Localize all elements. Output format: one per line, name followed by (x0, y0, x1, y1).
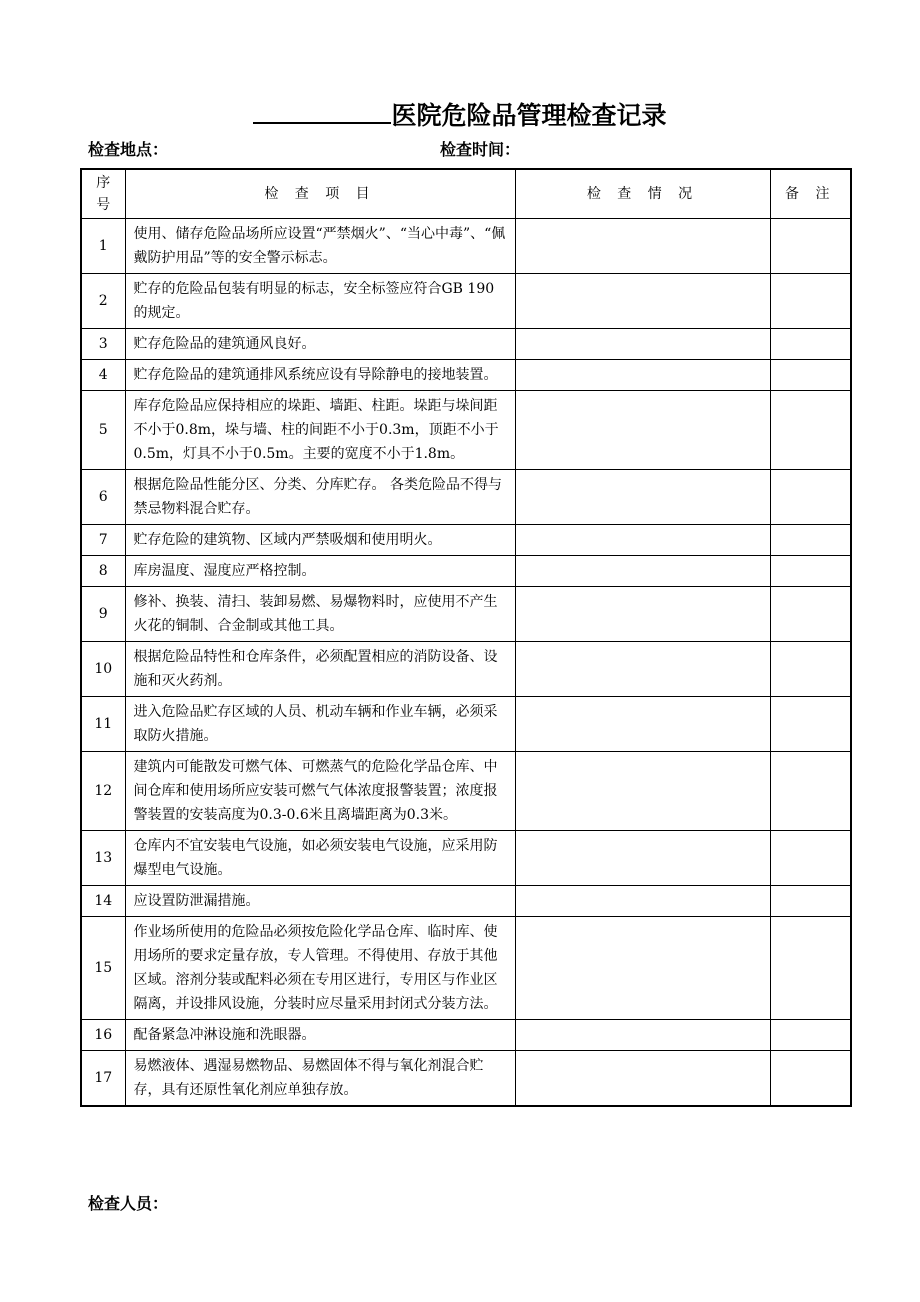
row-number: 11 (81, 697, 125, 752)
row-remark-cell[interactable] (770, 470, 851, 525)
time-label: 检查时间： (440, 140, 521, 159)
row-number: 6 (81, 470, 125, 525)
row-status-cell[interactable] (515, 360, 770, 391)
row-number: 3 (81, 329, 125, 360)
row-status-cell[interactable] (515, 831, 770, 886)
row-item-text: 贮存危险品的建筑通风良好。 (125, 329, 515, 360)
location-label: 检查地点： (88, 140, 169, 159)
table-row (81, 1020, 851, 1051)
row-status-cell[interactable] (515, 752, 770, 831)
row-item-text: 易燃液体、遇湿易燃物品、易燃固体不得与氧化剂混合贮存，具有还原性氧化剂应单独存放。 (125, 1051, 515, 1107)
table-row (81, 219, 851, 274)
table-row (81, 391, 851, 470)
row-number: 2 (81, 274, 125, 329)
row-remark-cell[interactable] (770, 329, 851, 360)
table-header-row (81, 169, 851, 219)
row-status-cell[interactable] (515, 1051, 770, 1107)
row-item-text: 贮存的危险品包装有明显的标志，安全标签应符合GB 190的规定。 (125, 274, 515, 329)
row-number: 13 (81, 831, 125, 886)
row-remark-cell[interactable] (770, 1051, 851, 1107)
table-row (81, 525, 851, 556)
row-remark-cell[interactable] (770, 274, 851, 329)
row-item-text: 进入危险品贮存区域的人员、机动车辆和作业车辆，必须采取防火措施。 (125, 697, 515, 752)
row-remark-cell[interactable] (770, 697, 851, 752)
row-number: 17 (81, 1051, 125, 1107)
row-remark-cell[interactable] (770, 1020, 851, 1051)
title-blank-line[interactable] (253, 96, 391, 124)
row-status-cell[interactable] (515, 697, 770, 752)
row-item-text: 应设置防泄漏措施。 (125, 886, 515, 917)
row-status-cell[interactable] (515, 1020, 770, 1051)
table-row (81, 556, 851, 587)
row-status-cell[interactable] (515, 642, 770, 697)
row-remark-cell[interactable] (770, 831, 851, 886)
row-item-text: 根据危险品性能分区、分类、分库贮存。 各类危险品不得与禁忌物料混合贮存。 (125, 470, 515, 525)
inspection-table (80, 168, 852, 1107)
table-row (81, 917, 851, 1020)
row-status-cell[interactable] (515, 587, 770, 642)
row-number: 5 (81, 391, 125, 470)
row-status-cell[interactable] (515, 274, 770, 329)
row-status-cell[interactable] (515, 219, 770, 274)
row-number: 1 (81, 219, 125, 274)
row-number: 10 (81, 642, 125, 697)
title-text: 医院危险品管理检查记录 (391, 101, 667, 130)
row-remark-cell[interactable] (770, 587, 851, 642)
row-item-text: 根据危险品特性和仓库条件，必须配置相应的消防设备、设施和灭火药剂。 (125, 642, 515, 697)
row-item-text: 库房温度、湿度应严格控制。 (125, 556, 515, 587)
row-number: 16 (81, 1020, 125, 1051)
header-status: 检 查 情 况 (515, 169, 770, 219)
row-status-cell[interactable] (515, 917, 770, 1020)
row-status-cell[interactable] (515, 556, 770, 587)
table-row (81, 360, 851, 391)
row-item-text: 仓库内不宜安装电气设施，如必须安装电气设施，应采用防爆型电气设施。 (125, 831, 515, 886)
row-remark-cell[interactable] (770, 360, 851, 391)
row-remark-cell[interactable] (770, 886, 851, 917)
row-remark-cell[interactable] (770, 219, 851, 274)
row-item-text: 贮存危险品的建筑通排风系统应设有导除静电的接地装置。 (125, 360, 515, 391)
document-title (0, 96, 920, 133)
row-number: 7 (81, 525, 125, 556)
row-number: 14 (81, 886, 125, 917)
row-status-cell[interactable] (515, 391, 770, 470)
row-status-cell[interactable] (515, 329, 770, 360)
table-row (81, 642, 851, 697)
row-item-text: 作业场所使用的危险品必须按危险化学品仓库、临时库、使用场所的要求定量存放，专人管理。不得使用、存放于其他区域。溶剂分装或配料必须在专用区进行，专用区与作业区隔离，并设排风设施，分装时应尽量采用封闭式分装方法。 (125, 917, 515, 1020)
table-row (81, 587, 851, 642)
row-item-text: 修补、换装、清扫、装卸易燃、易爆物料时，应使用不产生火花的铜制、合金制或其他工具。 (125, 587, 515, 642)
row-remark-cell[interactable] (770, 525, 851, 556)
row-item-text: 使用、储存危险品场所应设置“严禁烟火”、“当心中毒”、“佩戴防护用品”等的安全警示标志。 (125, 219, 515, 274)
row-number: 15 (81, 917, 125, 1020)
row-number: 9 (81, 587, 125, 642)
row-remark-cell[interactable] (770, 752, 851, 831)
row-item-text: 库存危险品应保持相应的垛距、墙距、柱距。垛距与垛间距不小于0.8m，垛与墙、柱的间距不小于0.3m，顶距不小于0.5m，灯具不小于0.5m。主要的宽度不小于1.8m。 (125, 391, 515, 470)
row-remark-cell[interactable] (770, 391, 851, 470)
row-remark-cell[interactable] (770, 917, 851, 1020)
table-row (81, 886, 851, 917)
inspector-label: 检查人员： (88, 1194, 169, 1213)
header-remark: 备 注 (770, 169, 851, 219)
table-row (81, 752, 851, 831)
row-status-cell[interactable] (515, 886, 770, 917)
row-remark-cell[interactable] (770, 556, 851, 587)
row-item-text: 贮存危险的建筑物、区域内严禁吸烟和使用明火。 (125, 525, 515, 556)
row-number: 8 (81, 556, 125, 587)
table-row (81, 329, 851, 360)
row-number: 12 (81, 752, 125, 831)
row-status-cell[interactable] (515, 525, 770, 556)
table-row (81, 470, 851, 525)
table-row (81, 831, 851, 886)
table-row (81, 1051, 851, 1107)
row-status-cell[interactable] (515, 470, 770, 525)
table-row (81, 697, 851, 752)
table-row (81, 274, 851, 329)
row-item-text: 配备紧急冲淋设施和洗眼器。 (125, 1020, 515, 1051)
row-item-text: 建筑内可能散发可燃气体、可燃蒸气的危险化学品仓库、中间仓库和使用场所应安装可燃气气体浓度报警装置；浓度报警装置的安装高度为0.3-0.6米且离墙距离为0.3米。 (125, 752, 515, 831)
header-item: 检 查 项 目 (125, 169, 515, 219)
row-number: 4 (81, 360, 125, 391)
row-remark-cell[interactable] (770, 642, 851, 697)
header-no: 序 号 (81, 169, 125, 219)
